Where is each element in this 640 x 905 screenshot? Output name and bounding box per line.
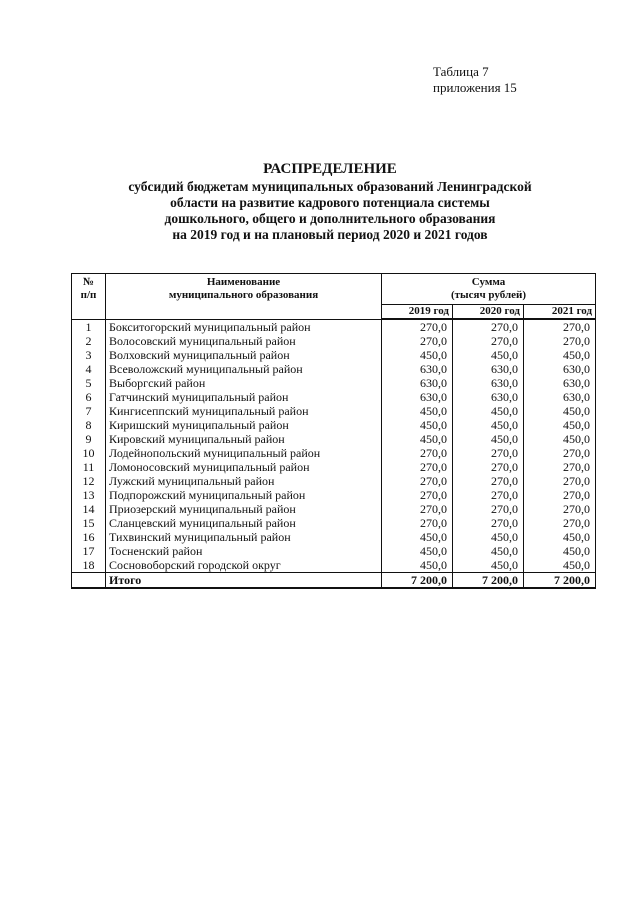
amount-2021: 270,0	[524, 334, 596, 348]
amount-2021: 450,0	[524, 432, 596, 446]
table-row	[72, 544, 596, 558]
amount-2021: 270,0	[524, 488, 596, 502]
municipality-name: Гатчинский муниципальный район	[106, 390, 382, 404]
amount-2021: 450,0	[524, 544, 596, 558]
table-row	[72, 319, 596, 334]
header-name-line-2: муниципального образования	[168, 289, 319, 301]
total-2019: 7 200,0	[382, 573, 453, 589]
table-row	[72, 516, 596, 530]
amount-2019: 450,0	[382, 432, 453, 446]
amount-2021: 630,0	[524, 362, 596, 376]
amount-2019: 270,0	[382, 488, 453, 502]
header-sum-line-2: (тысяч рублей)	[450, 289, 527, 301]
amount-2019: 630,0	[382, 362, 453, 376]
row-number: 5	[72, 376, 106, 390]
amount-2019: 450,0	[382, 558, 453, 573]
header-year-2019: 2019 год	[382, 305, 453, 320]
table-row	[72, 348, 596, 362]
header-name	[106, 274, 382, 320]
municipality-name: Бокситогорский муниципальный район	[106, 319, 382, 334]
amount-2021: 270,0	[524, 319, 596, 334]
amount-2021: 450,0	[524, 348, 596, 362]
amount-2020: 450,0	[453, 404, 524, 418]
subtitle-line-3: дошкольного, общего и дополнительного образования	[164, 211, 496, 226]
total-number-cell	[72, 573, 106, 589]
total-2020: 7 200,0	[453, 573, 524, 589]
appendix-reference	[433, 64, 517, 96]
row-number: 15	[72, 516, 106, 530]
amount-2021: 270,0	[524, 460, 596, 474]
table-row	[72, 488, 596, 502]
table-row	[72, 432, 596, 446]
amount-2020: 630,0	[453, 390, 524, 404]
municipality-name: Сланцевский муниципальный район	[106, 516, 382, 530]
amount-2019: 450,0	[382, 348, 453, 362]
amount-2019: 270,0	[382, 319, 453, 334]
amount-2021: 450,0	[524, 404, 596, 418]
table-row	[72, 418, 596, 432]
municipality-name: Тихвинский муниципальный район	[106, 530, 382, 544]
municipality-name: Ломоносовский муниципальный район	[106, 460, 382, 474]
document-heading	[60, 160, 600, 243]
amount-2021: 270,0	[524, 516, 596, 530]
header-sum	[382, 274, 596, 305]
header-sum-line-1: Сумма	[471, 276, 506, 288]
table-number: Таблица 7	[433, 64, 489, 79]
table-row	[72, 530, 596, 544]
table-row	[72, 362, 596, 376]
municipality-name: Кингисеппский муниципальный район	[106, 404, 382, 418]
amount-2019: 270,0	[382, 334, 453, 348]
amount-2020: 270,0	[453, 488, 524, 502]
appendix-number: приложения 15	[433, 80, 517, 95]
header-number	[72, 274, 106, 320]
table-row	[72, 446, 596, 460]
header-number-line-1: №	[82, 276, 95, 288]
subtitle-line-2: области на развитие кадрового потенциала системы	[170, 195, 490, 210]
amount-2021: 450,0	[524, 558, 596, 573]
row-number: 18	[72, 558, 106, 573]
amount-2020: 450,0	[453, 530, 524, 544]
municipality-name: Кировский муниципальный район	[106, 432, 382, 446]
header-year-2020: 2020 год	[453, 305, 524, 320]
row-number: 6	[72, 390, 106, 404]
row-number: 8	[72, 418, 106, 432]
municipality-name: Подпорожский муниципальный район	[106, 488, 382, 502]
header-number-line-2: п/п	[80, 289, 97, 301]
amount-2020: 450,0	[453, 418, 524, 432]
municipality-name: Лужский муниципальный район	[106, 474, 382, 488]
header-year-2021: 2021 год	[524, 305, 596, 320]
amount-2019: 270,0	[382, 446, 453, 460]
table-row	[72, 334, 596, 348]
amount-2019: 450,0	[382, 404, 453, 418]
amount-2019: 270,0	[382, 502, 453, 516]
amount-2021: 270,0	[524, 474, 596, 488]
total-label: Итого	[106, 573, 382, 589]
municipality-name: Волосовский муниципальный район	[106, 334, 382, 348]
row-number: 14	[72, 502, 106, 516]
municipality-name: Волховский муниципальный район	[106, 348, 382, 362]
amount-2019: 630,0	[382, 376, 453, 390]
row-number: 13	[72, 488, 106, 502]
row-number: 17	[72, 544, 106, 558]
amount-2019: 450,0	[382, 530, 453, 544]
table-row	[72, 558, 596, 573]
row-number: 1	[72, 319, 106, 334]
amount-2019: 270,0	[382, 474, 453, 488]
subtitle-line-4: на 2019 год и на плановый период 2020 и 2021 годов	[172, 227, 488, 242]
amount-2020: 270,0	[453, 516, 524, 530]
amount-2019: 630,0	[382, 390, 453, 404]
table-row	[72, 502, 596, 516]
amount-2021: 270,0	[524, 502, 596, 516]
amount-2019: 270,0	[382, 516, 453, 530]
amount-2019: 450,0	[382, 544, 453, 558]
document-title: РАСПРЕДЕЛЕНИЕ	[263, 161, 397, 177]
amount-2020: 450,0	[453, 544, 524, 558]
amount-2020: 630,0	[453, 376, 524, 390]
table-row	[72, 460, 596, 474]
row-number: 7	[72, 404, 106, 418]
amount-2021: 450,0	[524, 418, 596, 432]
table-row	[72, 474, 596, 488]
amount-2020: 630,0	[453, 362, 524, 376]
row-number: 4	[72, 362, 106, 376]
amount-2020: 270,0	[453, 319, 524, 334]
amount-2020: 450,0	[453, 558, 524, 573]
amount-2020: 270,0	[453, 474, 524, 488]
municipality-name: Выборгский район	[106, 376, 382, 390]
municipality-name: Всеволожский муниципальный район	[106, 362, 382, 376]
total-2021: 7 200,0	[524, 573, 596, 589]
amount-2020: 450,0	[453, 432, 524, 446]
municipality-name: Киришский муниципальный район	[106, 418, 382, 432]
amount-2020: 270,0	[453, 460, 524, 474]
header-name-line-1: Наименование	[206, 276, 281, 288]
municipality-name: Лодейнопольский муниципальный район	[106, 446, 382, 460]
amount-2021: 450,0	[524, 530, 596, 544]
total-row	[72, 573, 596, 589]
amount-2020: 270,0	[453, 446, 524, 460]
amount-2019: 450,0	[382, 418, 453, 432]
row-number: 3	[72, 348, 106, 362]
municipality-name: Тосненский район	[106, 544, 382, 558]
row-number: 12	[72, 474, 106, 488]
municipality-name: Сосновоборский городской округ	[106, 558, 382, 573]
row-number: 16	[72, 530, 106, 544]
municipality-name: Приозерский муниципальный район	[106, 502, 382, 516]
row-number: 10	[72, 446, 106, 460]
amount-2020: 270,0	[453, 502, 524, 516]
amount-2021: 630,0	[524, 390, 596, 404]
row-number: 11	[72, 460, 106, 474]
table-row	[72, 404, 596, 418]
table-row	[72, 376, 596, 390]
row-number: 9	[72, 432, 106, 446]
amount-2019: 270,0	[382, 460, 453, 474]
row-number: 2	[72, 334, 106, 348]
amount-2020: 270,0	[453, 334, 524, 348]
subtitle-line-1: субсидий бюджетам муниципальных образований Ленинградской	[128, 179, 532, 194]
table-row	[72, 390, 596, 404]
amount-2021: 270,0	[524, 446, 596, 460]
subsidy-distribution-table	[71, 273, 596, 589]
amount-2021: 630,0	[524, 376, 596, 390]
amount-2020: 450,0	[453, 348, 524, 362]
